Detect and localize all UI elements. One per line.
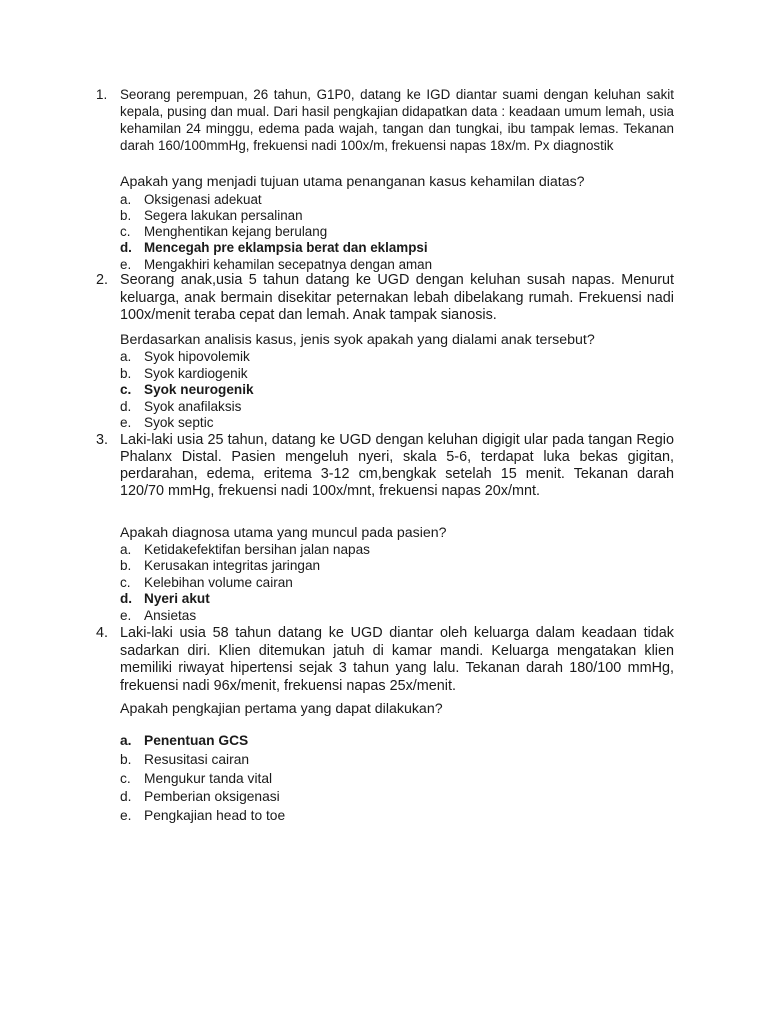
- option-text: Syok kardiogenik: [144, 366, 248, 381]
- option-a: [120, 349, 680, 366]
- option-letter: d.: [120, 789, 132, 804]
- option-text: Syok septic: [144, 415, 214, 430]
- option-text: Pemberian oksigenasi: [144, 789, 280, 804]
- option-b: [120, 208, 680, 225]
- option-letter: a.: [120, 542, 132, 557]
- option-text: Mencegah pre eklampsia berat dan eklampsi: [144, 240, 428, 255]
- option-text: Kerusakan integritas jaringan: [144, 558, 321, 573]
- question-prompt: Berdasarkan analisis kasus, jenis syok apakah yang dialami anak tersebut?: [120, 332, 595, 348]
- option-c: [120, 575, 680, 592]
- question-prompt: Apakah pengkajian pertama yang dapat dilakukan?: [120, 701, 443, 717]
- option-b: [120, 558, 680, 575]
- option-letter: d.: [120, 399, 132, 414]
- option-text: Ketidakefektifan bersihan jalan napas: [144, 542, 370, 557]
- option-letter: c.: [120, 382, 132, 397]
- option-e: [120, 608, 680, 625]
- option-text: Syok anafilaksis: [144, 399, 242, 414]
- option-c-answer: [120, 382, 680, 399]
- option-d: [120, 788, 680, 806]
- option-d-answer: [120, 240, 680, 257]
- option-e: [120, 415, 680, 432]
- question-prompt: Apakah yang menjadi tujuan utama penanganan kasus kehamilan diatas?: [120, 174, 585, 190]
- option-text: Resusitasi cairan: [144, 752, 250, 767]
- option-a-answer: [120, 732, 680, 750]
- option-text: Oksigenasi adekuat: [144, 192, 262, 207]
- option-text: Pengkajian head to toe: [144, 808, 286, 823]
- question-number: 2.: [96, 272, 109, 288]
- question-number: 4.: [96, 625, 109, 641]
- option-letter: a.: [120, 349, 132, 364]
- option-text: Nyeri akut: [144, 591, 210, 606]
- option-letter: e.: [120, 257, 132, 272]
- option-text: Penentuan GCS: [144, 733, 249, 748]
- option-letter: c.: [120, 224, 131, 239]
- option-letter: c.: [120, 575, 131, 590]
- option-letter: a.: [120, 733, 132, 748]
- question-stem: Seorang anak,usia 5 tahun datang ke UGD dengan keluhan susah napas. Menurut keluarga, anak bermain disekitar peternakan lebah dibelakang rumah. Frekuensi nadi 100x/menit teraba cepat dan lemah. Anak tampak sianosis.: [120, 272, 674, 323]
- option-b: [120, 366, 680, 383]
- option-letter: b.: [120, 208, 132, 223]
- option-b: [120, 751, 680, 769]
- option-a: [120, 542, 680, 559]
- question-number: 3.: [96, 432, 109, 448]
- option-e: [120, 807, 680, 825]
- option-a: [120, 192, 680, 209]
- option-letter: e.: [120, 608, 132, 623]
- question-stem: Laki-laki usia 58 tahun datang ke UGD diantar oleh keluarga dalam keadaan tidak sadarkan diri. Klien ditemukan jatuh di kamar mandi. Keluarga mengatakan klien memiliki riwayat hipertensi sejak 3 tahun yang lalu. Tekanan darah 180/100 mmHg, frekuensi nadi 96x/menit, frekuensi napas 25x/menit.: [120, 625, 674, 694]
- option-text: Menghentikan kejang berulang: [144, 224, 328, 239]
- option-letter: e.: [120, 415, 132, 430]
- option-text: Mengukur tanda vital: [144, 771, 273, 786]
- option-letter: b.: [120, 366, 132, 381]
- option-c: [120, 224, 680, 241]
- option-d: [120, 399, 680, 416]
- option-text: Syok neurogenik: [144, 382, 254, 397]
- option-letter: b.: [120, 558, 132, 573]
- option-text: Segera lakukan persalinan: [144, 208, 303, 223]
- option-text: Ansietas: [144, 608, 197, 623]
- option-letter: c.: [120, 771, 131, 786]
- option-letter: a.: [120, 192, 132, 207]
- option-d-answer: [120, 591, 680, 608]
- option-text: Syok hipovolemik: [144, 349, 250, 364]
- option-letter: d.: [120, 591, 133, 606]
- option-text: Kelebihan volume cairan: [144, 575, 293, 590]
- question-number: 1.: [96, 87, 108, 102]
- question-stem: Seorang perempuan, 26 tahun, G1P0, datang ke IGD diantar suami dengan keluhan sakit kepala, pusing dan mual. Dari hasil pengkajian didapatkan data : keadaan umum lemah, usia kehamilan 24 minggu, edema pada wajah, tangan dan tungkai, ibu tampak lemas. Tekanan darah 160/100mmHg, frekuensi nadi 100x/m, frekuensi napas 18x/m. Px diagnostik: [120, 87, 674, 153]
- question-stem: Laki-laki usia 25 tahun, datang ke UGD dengan keluhan digigit ular pada tangan Regio Phalanx Distal. Pasien mengeluh nyeri, skala 5-6, terdapat luka bekas gigitan, perdarahan, edema, eritema 3-12 cm,bengkak setelah 15 menit. Tekanan darah 120/70 mmHg, frekuensi nadi 100x/mnt, frekuensi napas 20x/mnt.: [120, 432, 674, 499]
- option-c: [120, 770, 680, 788]
- option-letter: e.: [120, 808, 132, 823]
- option-letter: b.: [120, 752, 132, 767]
- option-letter: d.: [120, 240, 132, 255]
- option-text: Mengakhiri kehamilan secepatnya dengan aman: [144, 257, 433, 272]
- question-prompt: Apakah diagnosa utama yang muncul pada pasien?: [120, 525, 447, 541]
